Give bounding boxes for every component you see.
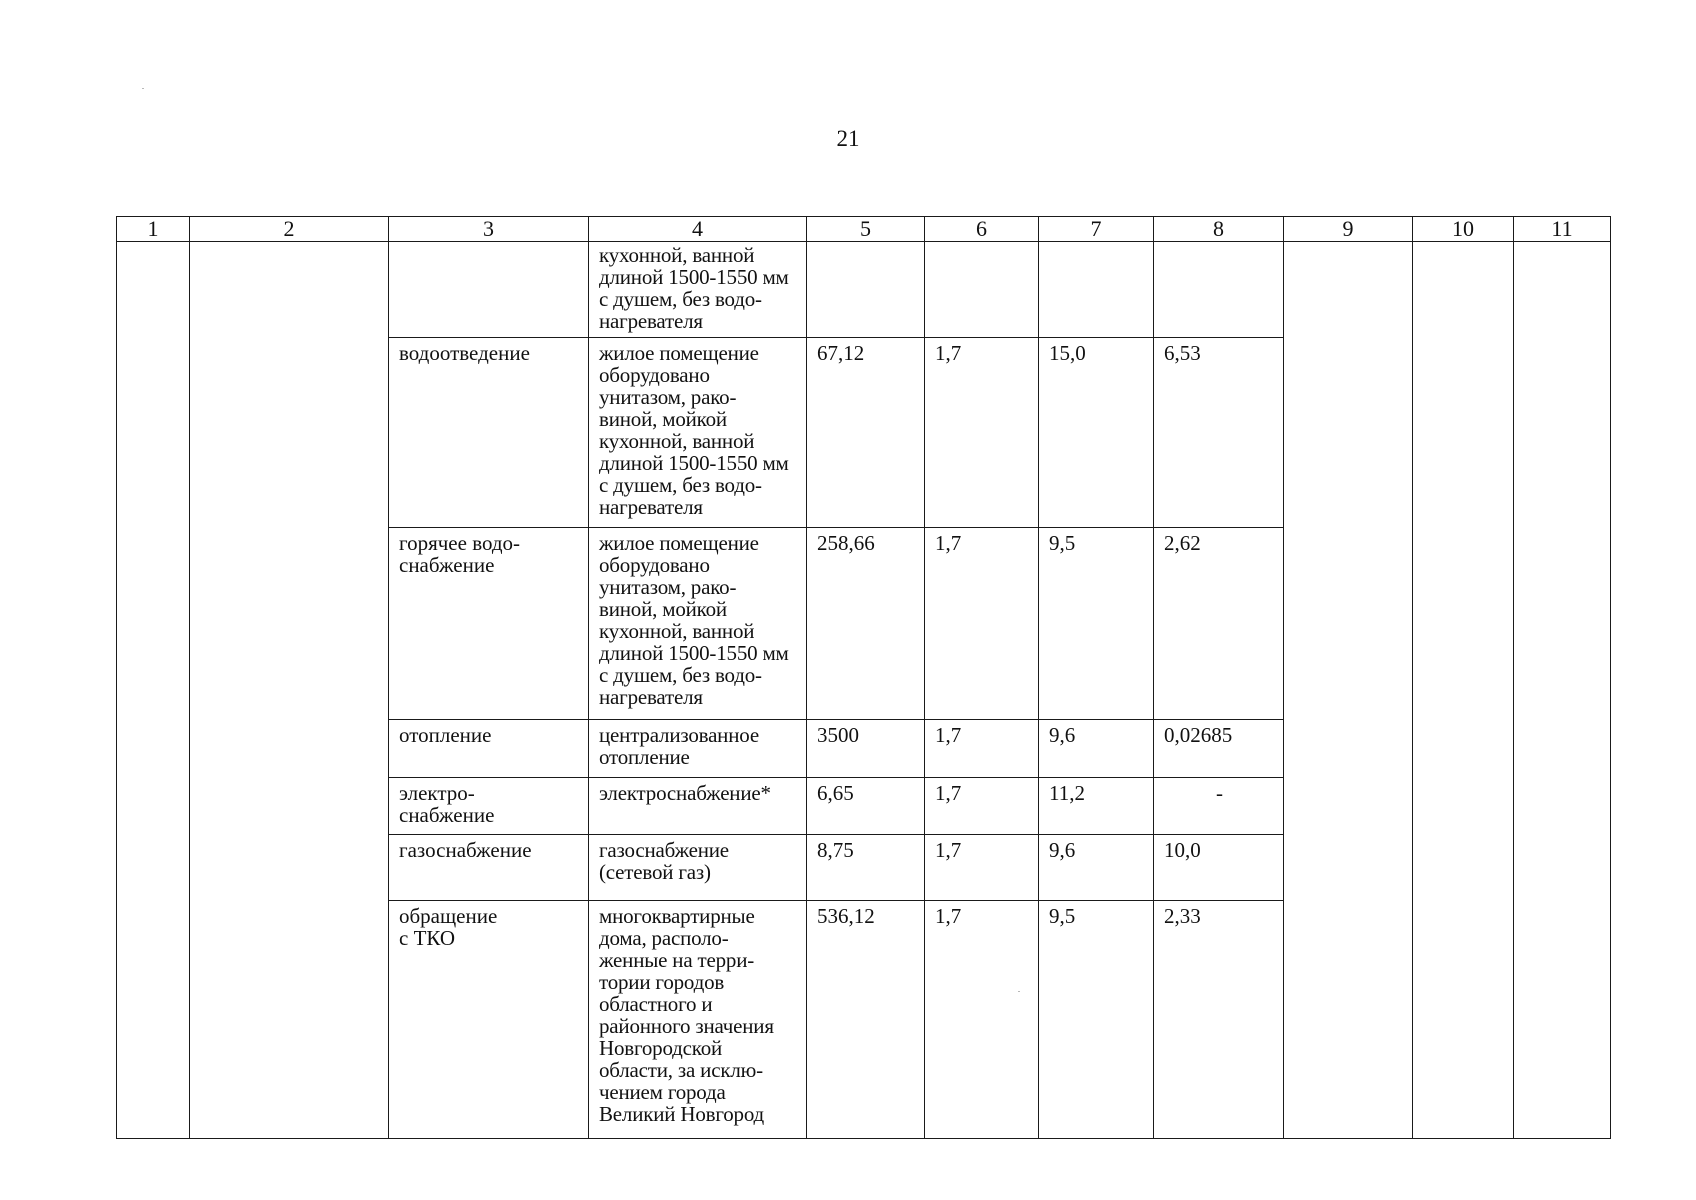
table-body [117, 242, 1611, 1139]
value-cell-col-6 [925, 778, 1039, 835]
value-cell-col-7 [1039, 528, 1154, 720]
value-col-7: 9,6 [1049, 723, 1076, 747]
value-cell-col-6 [925, 901, 1039, 1139]
cell-col-1 [117, 242, 190, 1139]
page-number: 21 [836, 126, 860, 151]
description-text: многоквартирные дома, располо- женные на терри- тории городов областного и районного значения Новгородской области, за исклю- чением города Великий Новгород [599, 904, 774, 1126]
column-header-10: 10 [1413, 217, 1514, 242]
column-header-8: 8 [1154, 217, 1284, 242]
service-label: газоснабжение [399, 838, 532, 862]
description-cell [589, 242, 807, 338]
description-cell [589, 528, 807, 720]
value-cell-col-5 [807, 720, 925, 778]
column-header-7: 7 [1039, 217, 1154, 242]
value-col-5: 8,75 [817, 838, 854, 862]
value-col-6: 1,7 [935, 341, 962, 365]
value-col-8: - [1216, 781, 1223, 805]
value-col-6: 1,7 [935, 723, 962, 747]
value-col-5 [807, 242, 924, 248]
value-cell-col-6 [925, 242, 1039, 338]
column-header-2: 2 [190, 217, 389, 242]
value-col-7 [1039, 242, 1153, 248]
header-row [117, 217, 1611, 242]
service-cell [389, 242, 589, 338]
value-col-5: 3500 [817, 723, 859, 747]
description-text: кухонной, ванной длиной 1500-1550 мм с душем, без водо- нагревателя [599, 243, 789, 333]
value-col-7: 9,6 [1049, 838, 1076, 862]
table-row [117, 242, 1611, 338]
description-cell [589, 720, 807, 778]
value-cell-col-7 [1039, 835, 1154, 901]
value-cell-col-6 [925, 720, 1039, 778]
service-cell [389, 901, 589, 1139]
cell-col-10 [1413, 242, 1514, 1139]
value-col-6 [925, 242, 1038, 248]
value-col-8: 2,62 [1164, 531, 1201, 555]
value-col-6: 1,7 [935, 531, 962, 555]
service-cell [389, 338, 589, 528]
description-text: жилое помещение оборудовано унитазом, рако- виной, мойкой кухонной, ванной длиной 1500-1550 мм с душем, без водо- нагревателя [599, 341, 789, 519]
value-col-8: 0,02685 [1164, 723, 1233, 747]
value-cell-col-7 [1039, 242, 1154, 338]
value-cell-col-6 [925, 835, 1039, 901]
description-text: жилое помещение оборудовано унитазом, рако- виной, мойкой кухонной, ванной длиной 1500-1550 мм с душем, без водо- нагревателя [599, 531, 789, 709]
service-cell [389, 778, 589, 835]
value-col-8 [1154, 242, 1283, 248]
value-cell-col-5 [807, 778, 925, 835]
column-header-4: 4 [589, 217, 807, 242]
value-col-5: 536,12 [817, 904, 875, 928]
service-label: электро- снабжение [399, 781, 495, 827]
value-cell-col-8 [1154, 528, 1284, 720]
value-col-8: 10,0 [1164, 838, 1201, 862]
value-cell-col-8 [1154, 901, 1284, 1139]
value-col-6: 1,7 [935, 781, 962, 805]
service-label: обращение с ТКО [399, 904, 498, 950]
value-cell-col-6 [925, 528, 1039, 720]
value-cell-col-5 [807, 242, 925, 338]
table-header [117, 217, 1611, 242]
value-col-7: 11,2 [1049, 781, 1085, 805]
value-col-8: 2,33 [1164, 904, 1201, 928]
value-col-6: 1,7 [935, 904, 962, 928]
value-cell-col-6 [925, 338, 1039, 528]
value-col-5: 67,12 [817, 341, 865, 365]
column-header-5: 5 [807, 217, 925, 242]
description-text: газоснабжение (сетевой газ) [599, 838, 729, 884]
service-cell [389, 528, 589, 720]
value-cell-col-8 [1154, 835, 1284, 901]
description-cell [589, 901, 807, 1139]
value-cell-col-7 [1039, 901, 1154, 1139]
value-col-7: 9,5 [1049, 904, 1076, 928]
cell-col-9 [1284, 242, 1413, 1139]
description-cell [589, 338, 807, 528]
value-col-6: 1,7 [935, 838, 962, 862]
cell-col-11 [1514, 242, 1611, 1139]
value-cell-col-7 [1039, 778, 1154, 835]
service-cell [389, 720, 589, 778]
cell-col-2 [190, 242, 389, 1139]
column-header-3: 3 [389, 217, 589, 242]
scan-speck [142, 88, 144, 89]
value-col-7: 15,0 [1049, 341, 1086, 365]
service-label: горячее водо- снабжение [399, 531, 521, 577]
column-header-11: 11 [1514, 217, 1611, 242]
value-cell-col-5 [807, 338, 925, 528]
value-cell-col-5 [807, 835, 925, 901]
column-header-1: 1 [117, 217, 190, 242]
column-header-9: 9 [1284, 217, 1413, 242]
value-cell-col-8 [1154, 720, 1284, 778]
service-label: отопление [399, 723, 492, 747]
value-cell-col-5 [807, 901, 925, 1139]
value-cell-col-8 [1154, 338, 1284, 528]
value-col-8: 6,53 [1164, 341, 1201, 365]
value-cell-col-7 [1039, 338, 1154, 528]
description-cell [589, 778, 807, 835]
value-col-5: 6,65 [817, 781, 854, 805]
value-cell-col-8 [1154, 778, 1284, 835]
service-label [389, 242, 588, 248]
value-cell-col-8 [1154, 242, 1284, 338]
value-col-5: 258,66 [817, 531, 875, 555]
column-header-6: 6 [925, 217, 1039, 242]
description-text: централизованное отопление [599, 723, 759, 769]
value-col-7: 9,5 [1049, 531, 1076, 555]
service-cell [389, 835, 589, 901]
description-text: электроснабжение* [599, 781, 771, 805]
value-cell-col-5 [807, 528, 925, 720]
tariff-table [116, 216, 1611, 1139]
value-cell-col-7 [1039, 720, 1154, 778]
service-label: водоотведение [399, 341, 530, 365]
description-cell [589, 835, 807, 901]
